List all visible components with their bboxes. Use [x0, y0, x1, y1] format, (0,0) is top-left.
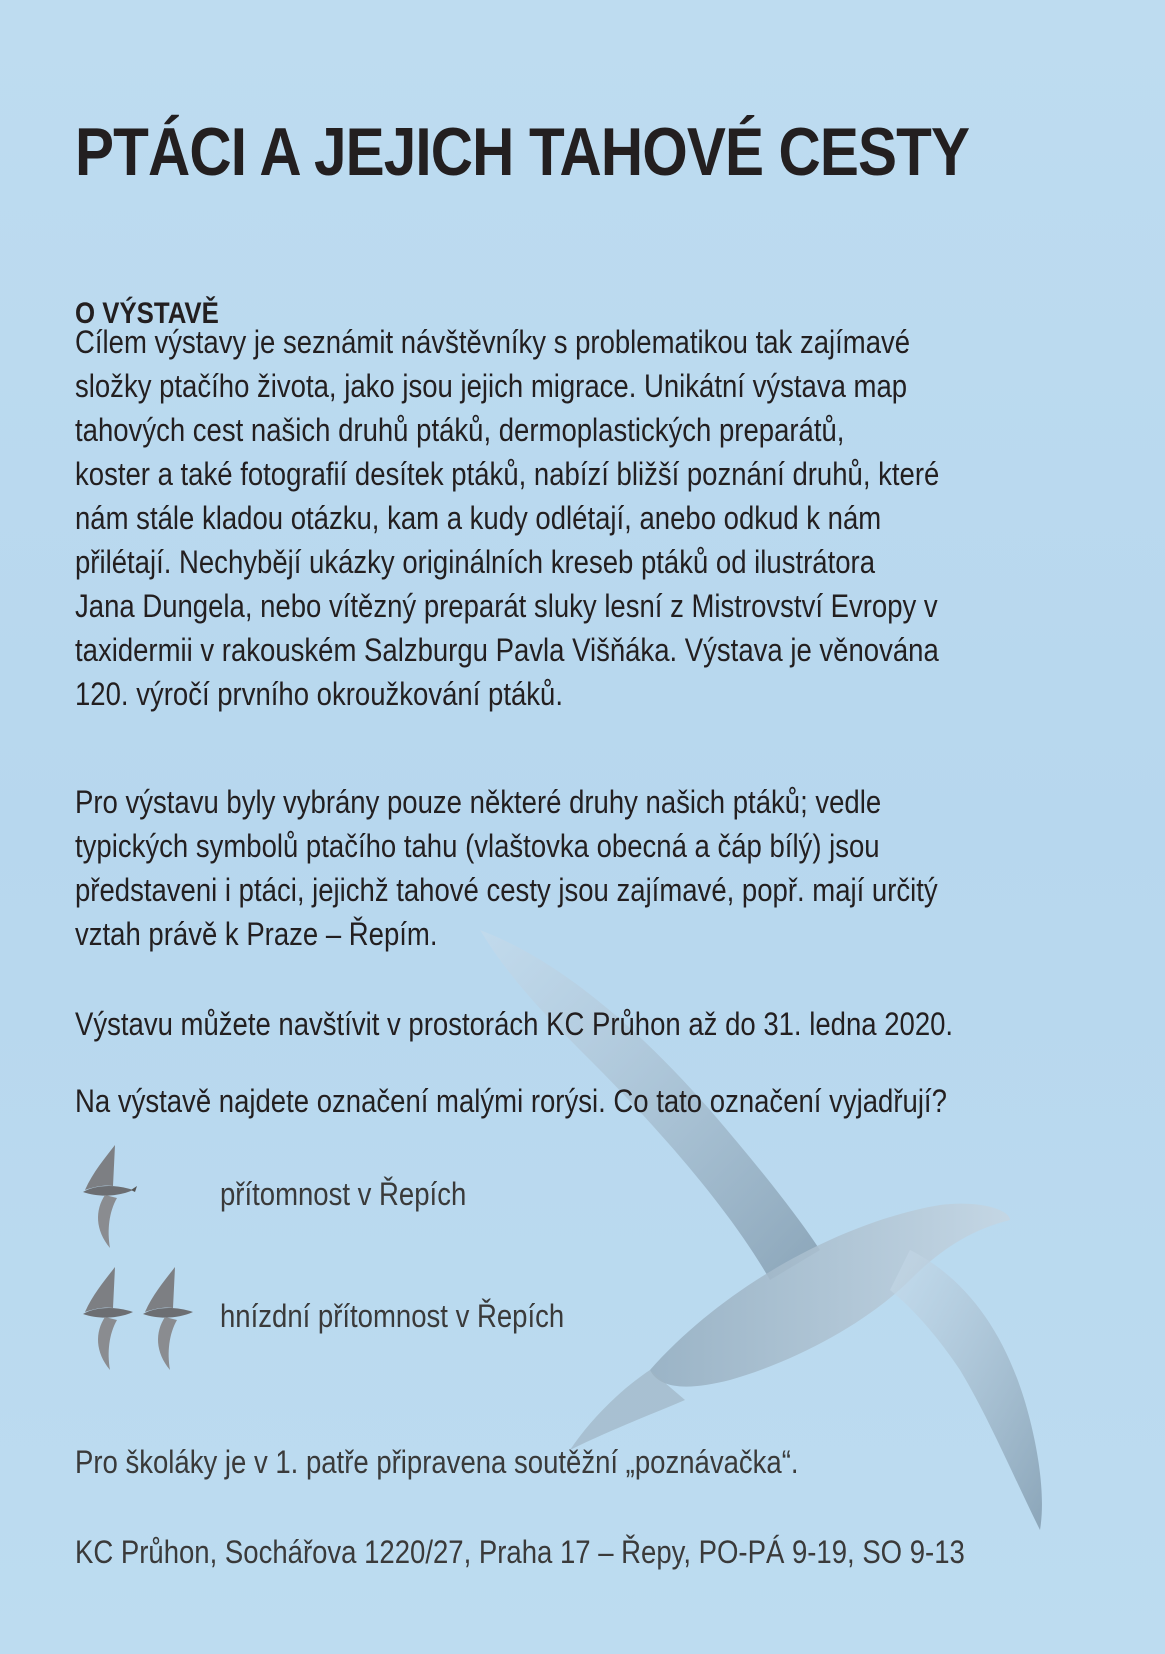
address-line: KC Průhon, Sochářova 1220/27, Praha 17 – Řepy, PO-PÁ 9-19, SO 9-13 — [75, 1534, 965, 1570]
students-note: Pro školáky je v 1. patře připravena soutěžní „poznávačka“. — [75, 1444, 799, 1480]
legend-item-nesting — [75, 1262, 775, 1372]
legend-label: hnízdní přítomnost v Řepích — [220, 1298, 565, 1334]
legend-question: Na výstavě najdete označení malými rorýsi. Co tato označení vyjadřují? — [75, 1083, 947, 1119]
text-line: složky ptačího života, jako jsou jejich migrace. Unikátní výstava map — [75, 368, 908, 404]
text-line: taxidermii v rakouském Salzburgu Pavla Višňáka. Výstava je věnována — [75, 632, 939, 668]
visit-info: Výstavu můžete navštívit v prostorách KC Průhon až do 31. ledna 2020. — [75, 1006, 954, 1042]
text-line: Cílem výstavy je seznámit návštěvníky s problematikou tak zajímavé — [75, 324, 911, 360]
text-line: typických symbolů ptačího tahu (vlaštovka obecná a čáp bílý) jsou — [75, 828, 880, 864]
about-paragraph-2 — [75, 780, 938, 956]
text-line: Jana Dungela, nebo vítězný preparát sluky lesní z Mistrovství Evropy v — [75, 588, 938, 624]
legend-label: přítomnost v Řepích — [220, 1176, 467, 1212]
legend-item-presence — [75, 1140, 775, 1250]
text-line: představeni i ptáci, jejichž tahové cesty jsou zajímavé, popř. mají určitý — [75, 872, 938, 908]
single-swift-icon — [75, 1140, 145, 1250]
text-line: tahových cest našich druhů ptáků, dermoplastických preparátů, — [75, 412, 845, 448]
text-line: přilétají. Nechybějí ukázky originálních kreseb ptáků od ilustrátora — [75, 544, 876, 580]
double-swift-icon — [75, 1262, 205, 1372]
text-line: vztah právě k Praze – Řepím. — [75, 916, 438, 952]
section-heading: O VÝSTAVĚ — [75, 297, 219, 330]
about-paragraph-1 — [75, 320, 939, 716]
page-title: PTÁCI A JEJICH TAHOVÉ CESTY — [75, 114, 970, 190]
text-line: Pro výstavu byly vybrány pouze některé druhy našich ptáků; vedle — [75, 784, 882, 820]
text-line: nám stále kladou otázku, kam a kudy odlétají, anebo odkud k nám — [75, 500, 882, 536]
text-line: 120. výročí prvního okroužkování ptáků. — [75, 676, 563, 712]
text-line: koster a také fotografií desítek ptáků, nabízí bližší poznání druhů, které — [75, 456, 940, 492]
